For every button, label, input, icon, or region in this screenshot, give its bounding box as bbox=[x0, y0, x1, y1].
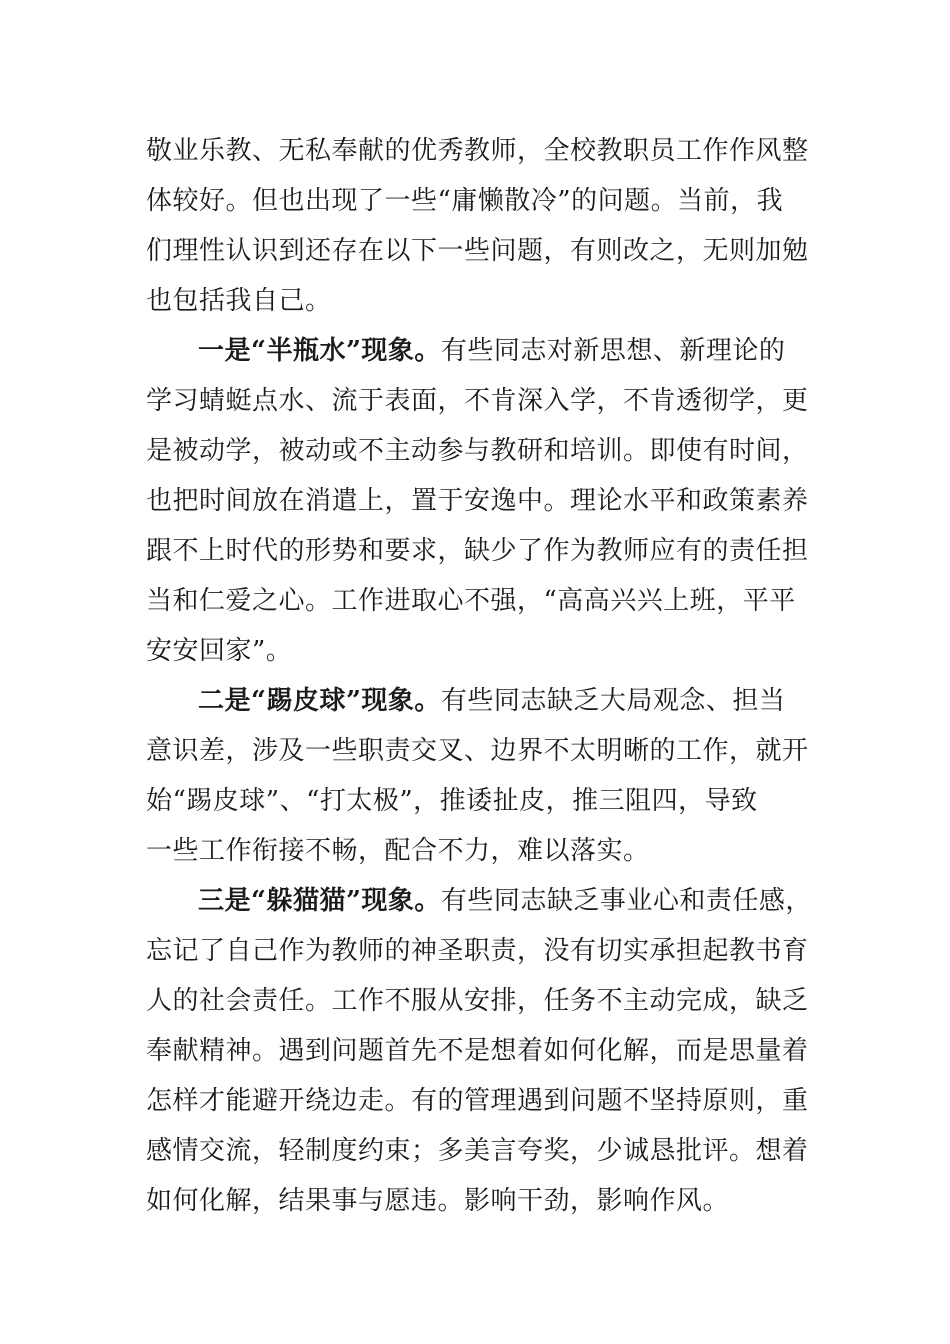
line-text: 一些工作衔接不畅，配合不力，难以落实。 bbox=[146, 836, 650, 866]
line-text: 意识差，涉及一些职责交叉、边界不太明晰的工作，就开 bbox=[146, 736, 809, 766]
document-body bbox=[146, 126, 810, 1226]
line-text: 有些同志对新思想、新理论的 bbox=[440, 336, 786, 366]
paragraph-continuation bbox=[146, 126, 810, 326]
text-line bbox=[146, 376, 810, 426]
line-text: 们理性认识到还存在以下一些问题，有则改之，无则加勉 bbox=[146, 236, 809, 266]
text-line bbox=[146, 826, 810, 876]
line-text: 奉献精神。遇到问题首先不是想着如何化解，而是思量着 bbox=[146, 1036, 809, 1066]
line-text: 学习蜻蜓点水、流于表面，不肯深入学，不肯透彻学，更 bbox=[146, 386, 809, 416]
line-text: 敬业乐教、无私奉献的优秀教师，全校教职员工作作风整 bbox=[146, 136, 809, 166]
text-line bbox=[146, 976, 810, 1026]
text-line bbox=[146, 726, 810, 776]
text-line bbox=[146, 326, 810, 376]
text-line bbox=[146, 676, 810, 726]
line-text: 如何化解，结果事与愿违。影响干劲，影响作风。 bbox=[146, 1186, 730, 1216]
line-text: 当和仁爱之心。工作进取心不强，“高高兴兴上班，平平 bbox=[146, 586, 796, 616]
line-text: 始“踢皮球”、“打太极”，推诿扯皮，推三阻四，导致 bbox=[146, 786, 758, 816]
text-line bbox=[146, 576, 810, 626]
text-line bbox=[146, 776, 810, 826]
line-text: 忘记了自己作为教师的神圣职责，没有切实承担起教书育 bbox=[146, 936, 809, 966]
text-line bbox=[146, 1076, 810, 1126]
text-line bbox=[146, 126, 810, 176]
line-text: 怎样才能避开绕边走。有的管理遇到问题不坚持原则，重 bbox=[146, 1086, 809, 1116]
text-line bbox=[146, 476, 810, 526]
line-text: 感情交流，轻制度约束；多美言夸奖，少诚恳批评。想着 bbox=[146, 1136, 809, 1166]
paragraph-heading: 二是“踢皮球”现象。 bbox=[198, 686, 441, 716]
text-line bbox=[146, 1126, 810, 1176]
line-text: 是被动学，被动或不主动参与教研和培训。即使有时间， bbox=[146, 436, 809, 466]
line-text: 跟不上时代的形势和要求，缺少了作为教师应有的责任担 bbox=[146, 536, 809, 566]
line-text: 也包括我自己。 bbox=[146, 286, 332, 316]
line-text: 有些同志缺乏事业心和责任感， bbox=[440, 886, 812, 916]
line-text: 体较好。但也出现了一些“庸懒散冷”的问题。当前，我 bbox=[146, 186, 784, 216]
text-line bbox=[146, 926, 810, 976]
line-text: 人的社会责任。工作不服从安排，任务不主动完成，缺乏 bbox=[146, 986, 809, 1016]
paragraph-half-bottle bbox=[146, 326, 810, 676]
paragraph-kick-ball bbox=[146, 676, 810, 876]
text-line bbox=[146, 876, 810, 926]
paragraph-hide-and-seek bbox=[146, 876, 810, 1226]
text-line bbox=[146, 1176, 810, 1226]
text-line bbox=[146, 526, 810, 576]
text-line bbox=[146, 176, 810, 226]
text-line bbox=[146, 426, 810, 476]
paragraph-heading: 三是“躲猫猫”现象。 bbox=[198, 886, 441, 916]
line-text: 也把时间放在消遣上，置于安逸中。理论水平和政策素养 bbox=[146, 486, 809, 516]
text-line bbox=[146, 276, 810, 326]
line-text: 安安回家”。 bbox=[146, 636, 293, 666]
text-line bbox=[146, 1026, 810, 1076]
line-text: 有些同志缺乏大局观念、担当 bbox=[440, 686, 786, 716]
text-line bbox=[146, 626, 810, 676]
text-line bbox=[146, 226, 810, 276]
paragraph-heading: 一是“半瓶水”现象。 bbox=[198, 336, 441, 366]
